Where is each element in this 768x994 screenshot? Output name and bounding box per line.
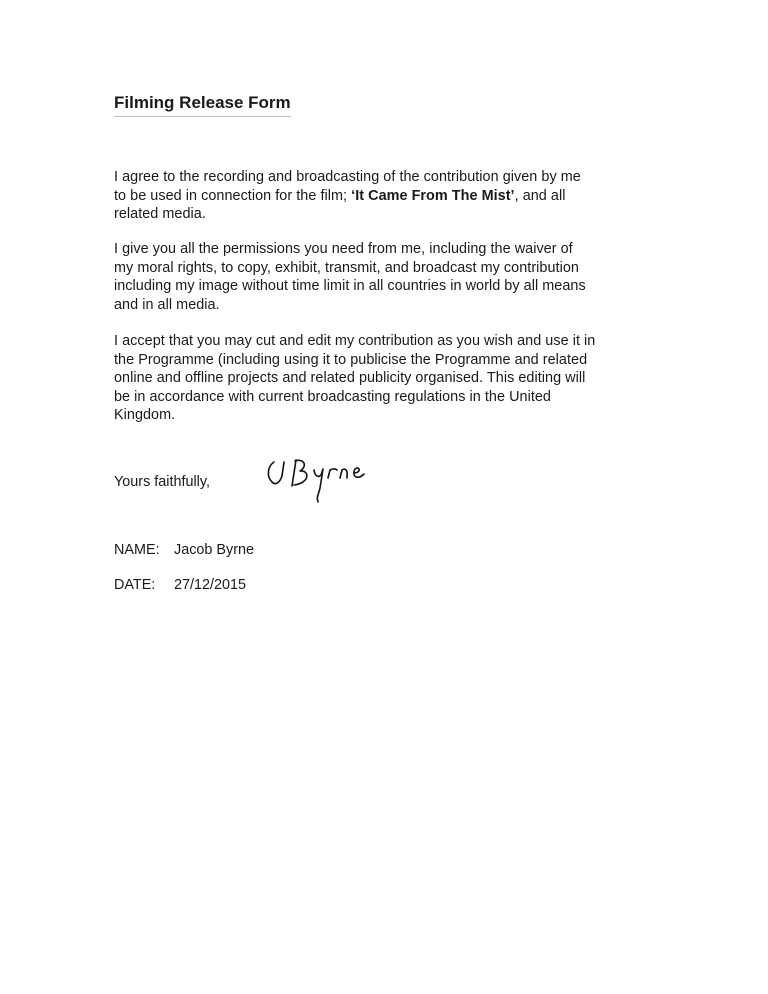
editing-paragraph [114,332,659,425]
name-label: NAME: [114,542,160,558]
date-field [114,576,246,594]
paragraph-line: I accept that you may cut and edit my contribution as you wish and use it in [114,333,596,349]
paragraph-line: online and offline projects and related publicity organised. This editing will [114,370,586,386]
name-value: Jacob Byrne [174,542,254,558]
paragraph-line: be in accordance with current broadcasting regulations in the United [114,388,551,405]
closing-text: Yours faithfully, [114,474,210,490]
handwritten-signature [262,448,382,508]
paragraph-line: I agree to the recording and broadcasting of the contribution given by me [114,169,581,185]
date-value: 27/12/2015 [174,577,247,593]
paragraph-line: I give you all the permissions you need from me, including the waiver of [114,241,573,257]
page-title: Filming Release Form [114,92,291,117]
paragraph-line: including my image without time limit in all countries in world by all means [114,278,586,294]
name-field [114,541,254,559]
paragraph-text: , and all [514,187,566,204]
paragraph-line: my moral rights, to copy, exhibit, transmit, and broadcast my contribution [114,259,579,276]
date-label: DATE: [114,577,156,593]
paragraph-text: to be used in connection for the film; [114,187,352,204]
paragraph-line: Kingdom. [114,407,176,423]
film-title: ‘It Came From The Mist’ [351,187,515,204]
paragraph-line: the Programme (including using it to publicise the Programme and related [114,351,588,368]
paragraph-line: and in all media. [114,296,220,313]
consent-paragraph [114,168,659,224]
paragraph-line [114,187,659,206]
permissions-paragraph [114,240,659,314]
paragraph-line: related media. [114,206,206,222]
